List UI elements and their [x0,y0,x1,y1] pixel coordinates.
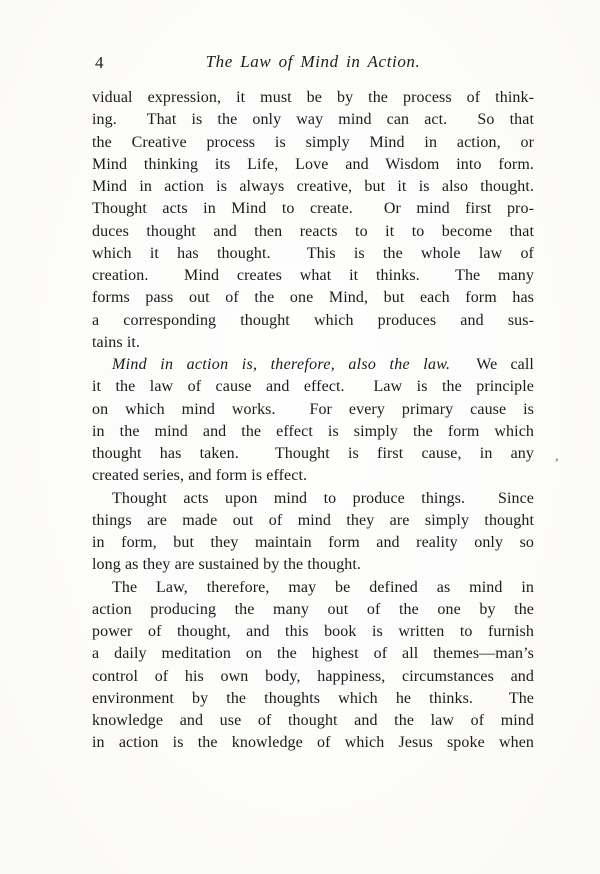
text-segment: on which mind works. For every primary cause is [92,400,534,418]
text-segment: forms pass out of the one Mind, but each form has [92,289,534,307]
text-line [92,287,534,309]
paragraph [92,87,534,354]
text-line [92,154,534,176]
text-segment: vidual expression, it must be by the process of think- [92,89,534,106]
text-segment: action producing the many out of the one by the [92,600,534,618]
text-segment: in the mind and the effect is simply the form which [92,422,534,440]
text-line [92,710,534,732]
text-segment: in action is the knowledge of which Jesus spoke when [92,734,534,752]
text-line [92,443,534,465]
page-number: 4 [95,53,104,72]
text-segment: a daily meditation on the highest of all themes—man’s [92,645,534,663]
text-line [92,265,534,287]
text-line [92,554,534,576]
text-line [92,732,534,754]
text-segment: control of his own body, happiness, circumstances and [92,667,534,685]
text-segment: thought has taken. Thought is first cause, in any [92,445,534,462]
text-line [92,176,534,198]
text-segment: tains it. [92,333,141,351]
text-line [92,532,534,554]
text-segment: environment by the thoughts which he thinks. The [92,689,534,707]
text-line [92,221,534,243]
page-body [92,87,534,755]
text-segment: We call [450,356,534,373]
text-segment: duces thought and then reacts to it to become that [92,222,534,240]
text-segment: long as they are sustained by the thought. [92,556,362,574]
text-line [92,599,534,621]
text-segment: created series, and form is effect. [92,467,308,485]
text-segment: The Law, therefore, may be defined as mind in [112,578,534,596]
text-line [92,621,534,643]
text-line [92,109,534,131]
text-segment: Mind in action is always creative, but it is also thought. [92,178,534,195]
text-segment: knowledge and use of thought and the law of mind [92,712,534,729]
text-segment: power of thought, and this book is written to furnish [92,623,534,640]
text-line [92,354,534,376]
text-segment: a corresponding thought which produces and sus- [92,311,534,329]
text-line [92,399,534,421]
text-line [92,510,534,532]
text-line [92,132,534,154]
text-segment: Thought acts upon mind to produce things. Since [112,489,534,507]
italic-text-segment: Mind in action is, therefore, also the law. [112,356,451,373]
text-line [92,488,534,510]
running-title: The Law of Mind in Action. [205,52,421,71]
text-line [92,376,534,398]
text-line [92,332,534,354]
page-header [92,52,534,72]
text-segment: things are made out of mind they are simply thought [92,511,534,529]
text-segment: in form, but they maintain form and reality only so [92,534,534,551]
text-line [92,688,534,710]
paragraph [92,577,534,755]
text-segment: Mind thinking its Life, Love and Wisdom into form. [92,155,534,173]
text-line [92,666,534,688]
paragraph [92,354,534,488]
text-line [92,643,534,665]
paragraph [92,488,534,577]
text-segment: Thought acts in Mind to create. Or mind first pro- [92,200,534,218]
text-segment: ing. That is the only way mind can act. So that [92,111,534,129]
text-line [92,243,534,265]
text-line [92,87,534,109]
text-line [92,310,534,332]
scan-artifact-mark: , [554,447,561,464]
text-segment: which it has thought. This is the whole law of [92,244,534,262]
text-line [92,421,534,443]
text-segment: it the law of cause and effect. Law is the principle [92,378,534,396]
text-line [92,465,534,487]
text-segment: creation. Mind creates what it thinks. The many [92,267,534,284]
text-line [92,577,534,599]
text-segment: the Creative process is simply Mind in action, or [92,133,534,151]
text-line [92,198,534,220]
